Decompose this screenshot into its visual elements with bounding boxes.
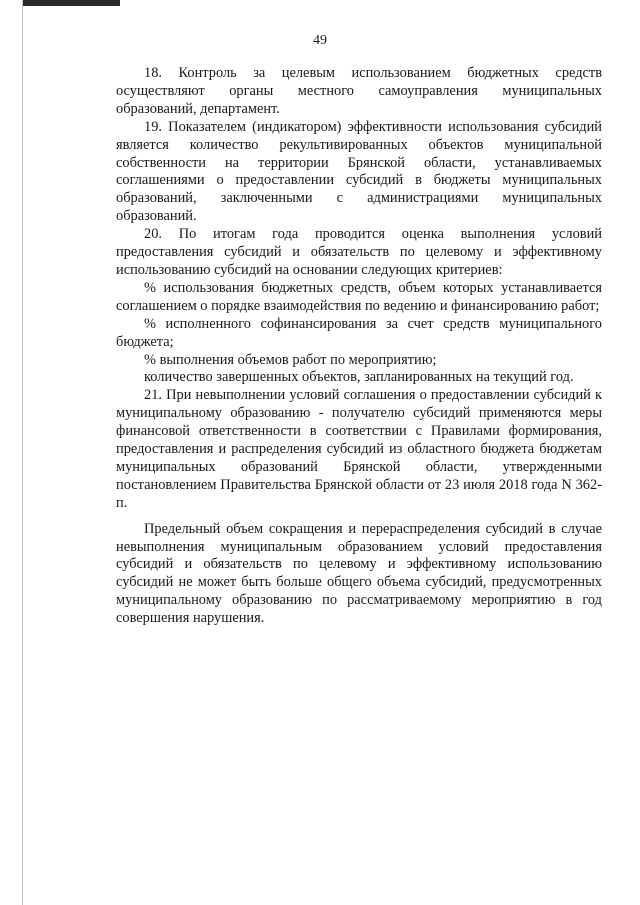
paragraph-limit-reduction: Предельный объем сокращения и перераспределения субсидий в случае невыполнения муниципальным образованием условий предоставления субсидий и обязательств по целевому и эффективному использованию субсидий не может быть больше общего объема субсидий, предусмотренных муниципальному образованию по рассматриваемому мероприятию в год совершения нарушения. [116, 520, 602, 627]
criterion-work-volume: % выполнения объемов работ по мероприятию; [144, 351, 437, 368]
document-body [116, 65, 602, 628]
paragraph-20: 20. По итогам года проводится оценка выполнения условий предоставления субсидий и обязательств по целевому и эффективному использованию субсидий на основании следующих критериев: [116, 226, 602, 278]
scan-margin-line [22, 0, 23, 905]
criterion-cofinancing: % исполненного софинансирования за счет средств муниципального бюджета; [116, 315, 602, 350]
paragraph-18: 18. Контроль за целевым использованием бюджетных средств осуществляют органы местного самоуправления муниципальных образований, департамент. [116, 65, 602, 117]
paragraph-21: 21. При невыполнении условий соглашения о предоставлении субсидий к муниципальному образованию - получателю субсидий применяются меры финансовой ответственности в соответствии с Правилами формирования, предоставления и распределения субсидий из областного бюджета бюджетам муниципальных образований Брянской области, утвержденными постановлением Правительства Брянской области от 23 июля 2018 года N 362-п. [116, 387, 602, 511]
scan-top-rule [22, 0, 120, 6]
criterion-completed-objects: количество завершенных объектов, запланированных на текущий год. [144, 369, 574, 386]
criterion-budget-usage: % использования бюджетных средств, объем которых устанавливается соглашением о порядке взаимодействия по ведению и финансированию работ; [116, 279, 602, 314]
page-number: 49 [313, 33, 327, 48]
paragraph-19: 19. Показателем (индикатором) эффективности использования субсидий является количество рекультивированных объектов муниципальной собственности на территории Брянской области, устанавливаемых соглашениями о предоставлении субсидий в бюджеты муниципальных образований, заключенными с администрациями муниципальных образований. [116, 118, 602, 225]
